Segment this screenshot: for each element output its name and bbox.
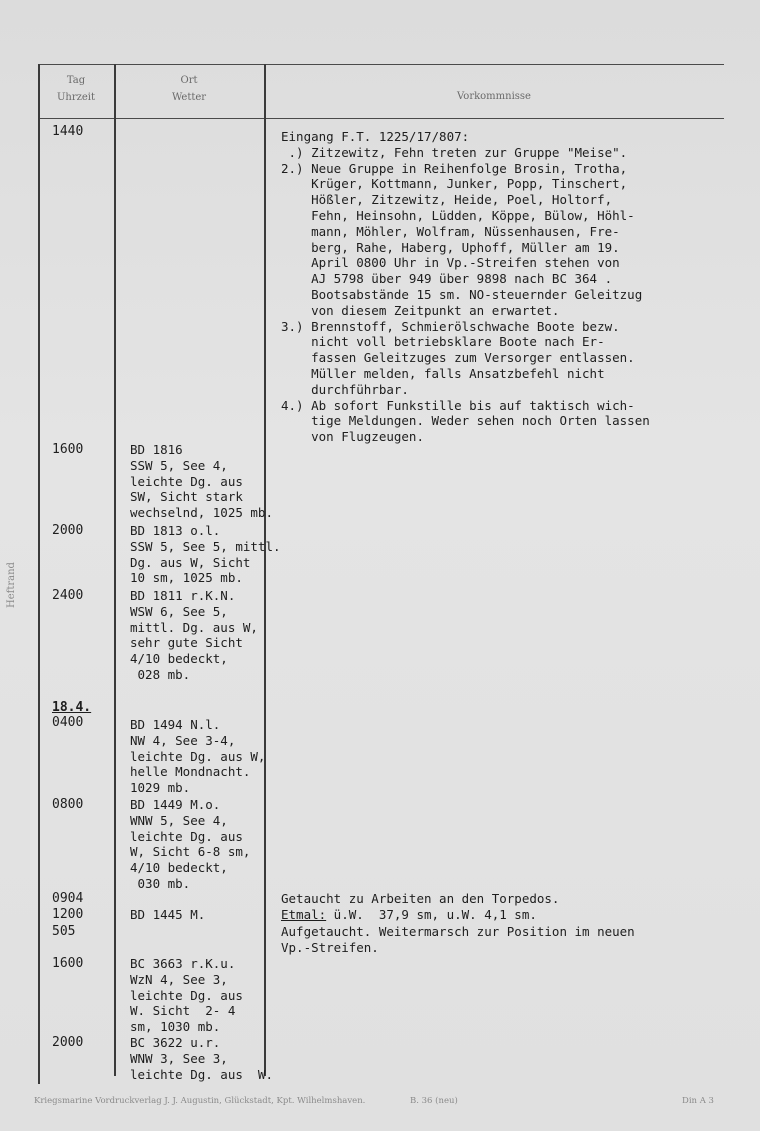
entry-time: 1600 [52, 956, 84, 971]
entry-events [281, 907, 537, 923]
entry-time: 0800 [52, 797, 84, 812]
footer-paper-size: Din A 3 [682, 1096, 714, 1106]
entry-time: 505 [52, 924, 76, 939]
header-bottom-rule [38, 118, 724, 119]
entry-location-weather: BC 3622 u.r. WNW 3, See 3, leichte Dg. aus W. [130, 1035, 273, 1082]
entry-time: 1440 [52, 124, 84, 139]
entry-time: 1600 [52, 442, 84, 457]
header-vorkommnisse: Vorkommnisse [457, 91, 531, 102]
header-wetter: Wetter [171, 92, 207, 103]
entry-location-weather: BD 1813 o.l. SSW 5, See 5, mittl. Dg. aus W, Sicht 10 sm, 1025 mb. [130, 523, 281, 586]
entry-location-weather: BD 1449 M.o. WNW 5, See 4, leichte Dg. aus W, Sicht 6-8 sm, 4/10 bedeckt, 030 mb. [130, 797, 251, 891]
entry-events: Getaucht zu Arbeiten an den Torpedos. [281, 891, 560, 906]
entry-date: 18.4. [52, 700, 92, 715]
entry-time: 0904 [52, 891, 84, 906]
etmal-label: Etmal: [281, 907, 327, 922]
entry-time: 0400 [52, 715, 84, 730]
entry-events: Aufgetaucht. Weitermarsch zur Position im neuen Vp.-Streifen. [281, 924, 635, 955]
etmal-value: ü.W. 37,9 sm, u.W. 4,1 sm. [326, 907, 537, 922]
header-top-rule [38, 64, 724, 65]
entry-location-weather: BD 1445 M. [130, 907, 206, 922]
entry-location-weather: BC 3663 r.K.u. WzN 4, See 3, leichte Dg. aus W. Sicht 2- 4 sm, 1030 mb. [130, 956, 243, 1035]
side-label: Heftrand [6, 562, 17, 608]
header-uhrzeit: Uhrzeit [56, 92, 96, 103]
header-tag-uhrzeit [40, 72, 112, 106]
entry-time: 2000 [52, 1035, 84, 1050]
entry-time: 2400 [52, 588, 84, 603]
entry-time: 2000 [52, 523, 84, 538]
entry-events: Eingang F.T. 1225/17/807: .) Zitzewitz, Fehn treten zur Gruppe "Meise". 2.) Neue Gruppe in Reihenfolge Brosin, Trotha, Krüger, Kottmann, Junker, Popp, Tinschert, Hößler, Zitzewitz, Heide, Poel, Holtorf, Fehn, Heinsohn, Lüdden, Köppe, Bülow, Höhl- mann, Möhler, Wolfram, Nüssenhausen, Fre- berg, Rahe, Haberg, Uphoff, Müller am 19. April 0800 Uhr in Vp.-Streifen stehen von AJ 5798 über 949 über 9898 nach BC 364 . Bootsabstände 15 sm. NO-steuernder Geleitzug von diesem Zeitpunkt an erwartet. 3.) Brennstoff, Schmierölschwache Boote bezw. nicht voll betriebsklare Boote nach Er- fassen Geleitzuges zum Versorger entlassen. Müller melden, falls Ansatzbefehl nicht durchführbar. 4.) Ab sofort Funkstille bis auf taktisch wich- tige Meldungen. Weder sehen noch Orten lassen von Flugzeugen. [281, 129, 650, 445]
header-ort: Ort [180, 75, 198, 86]
header-ort-wetter [116, 72, 262, 106]
entry-location-weather: BD 1816 SSW 5, See 4, leichte Dg. aus SW, Sicht stark wechselnd, 1025 mb. [130, 442, 273, 521]
col-divider-1 [114, 64, 116, 1076]
header-tag: Tag [66, 75, 86, 86]
entry-time: 1200 [52, 907, 84, 922]
footer-form-number: B. 36 (neu) [410, 1096, 458, 1106]
entry-location-weather: BD 1811 r.K.N. WSW 6, See 5, mittl. Dg. aus W, sehr gute Sicht 4/10 bedeckt, 028 mb. [130, 588, 258, 682]
footer-printer: Kriegsmarine Vordruckverlag J. J. Augustin, Glückstadt, Kpt. Wilhelmshaven. [34, 1096, 366, 1106]
entry-location-weather: BD 1494 N.l. NW 4, See 3-4, leichte Dg. aus W, helle Mondnacht. 1029 mb. [130, 717, 266, 796]
